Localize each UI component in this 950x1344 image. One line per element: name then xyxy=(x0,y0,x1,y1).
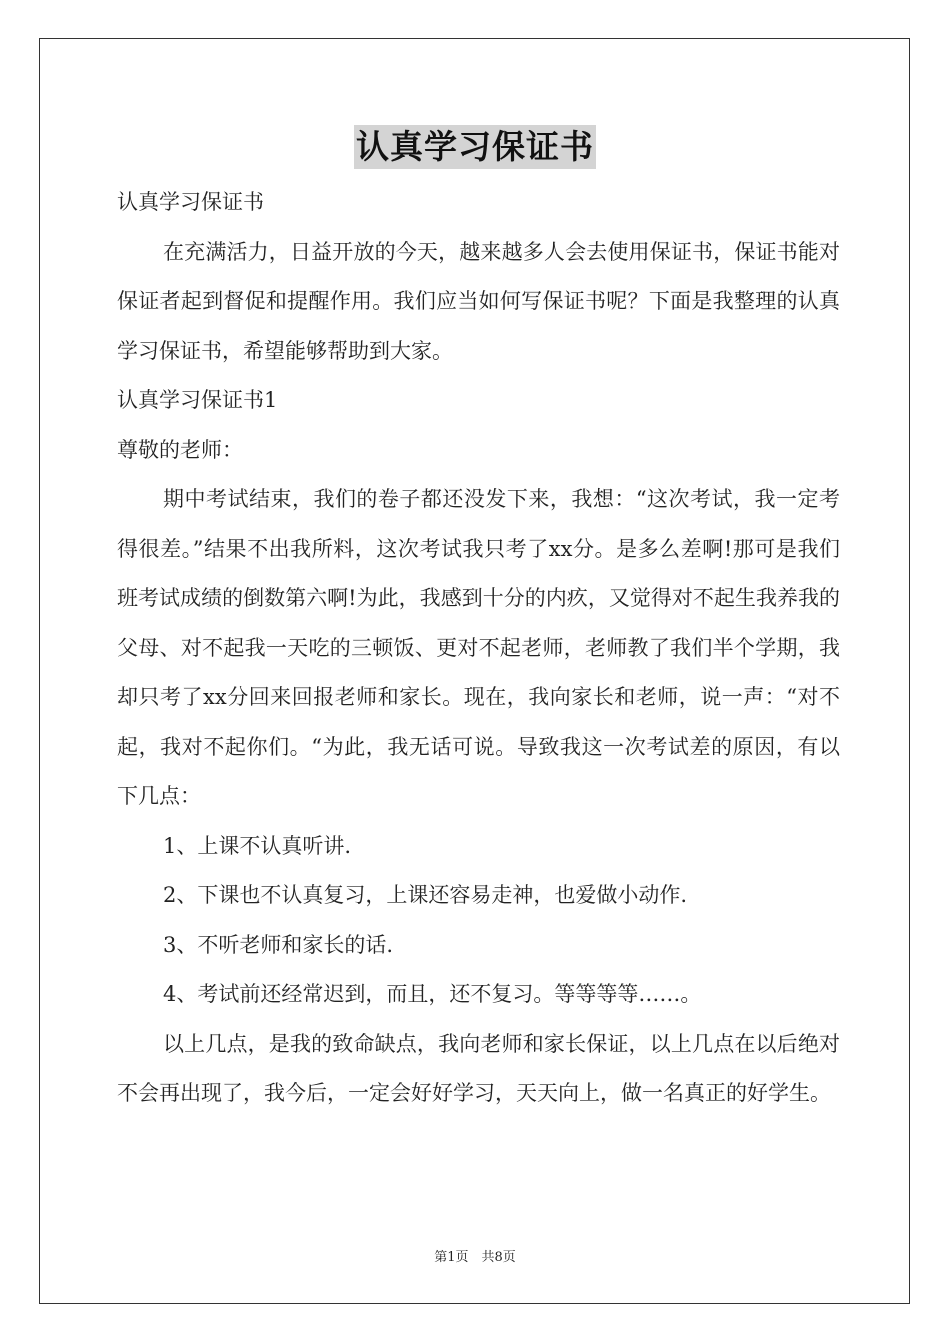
list-item: 1、上课不认真听讲. xyxy=(163,833,352,858)
closing-paragraph: 以上几点，是我的致命缺点，我向老师和家长保证，以上几点在以后绝对不会再出现了，我今后，一定会好好学习，天天向上，做一名真正的好学生。 xyxy=(117,1031,840,1105)
intro-paragraph: 在充满活力，日益开放的今天，越来越多人会去使用保证书，保证书能对保证者起到督促和提醒作用。我们应当如何写保证书呢？下面是我整理的认真学习保证书，希望能够帮助到大家。 xyxy=(117,239,840,363)
document-title: 认真学习保证书 xyxy=(354,125,596,169)
list-item: 4、考试前还经常迟到，而且，还不复习。等等等等……。 xyxy=(163,982,702,1006)
document-subtitle: 认真学习保证书 xyxy=(117,190,264,214)
list-item: 3、不听老师和家长的话. xyxy=(163,932,394,957)
body-paragraph: 期中考试结束，我们的卷子都还没发下来，我想：“这次考试，我一定考得很差。”结果不出我所料，这次考试我只考了xx分。是多么差啊!那可是我们班考试成绩的倒数第六啊!为此，我感到十分的内疚，又觉得对不起生我养我的父母、对不起我一天吃的三顿饭、更对不起老师，老师教了我们半个学期，我却只考了xx分回来回报老师和家长。现在，我向家长和老师，说一声：“对不起，我对不起你们。“为此，我无话可说。导致我这一次考试差的原因，有以下几点： xyxy=(117,487,840,808)
page-number: 第1页 共8页 xyxy=(434,1250,516,1265)
title-container xyxy=(0,125,950,169)
section-heading: 认真学习保证书1 xyxy=(117,388,278,412)
document-body xyxy=(117,178,840,1119)
page-footer xyxy=(0,1246,950,1265)
list-item: 2、下课也不认真复习，上课还容易走神，也爱做小动作. xyxy=(163,883,688,907)
salutation: 尊敬的老师： xyxy=(117,437,243,462)
